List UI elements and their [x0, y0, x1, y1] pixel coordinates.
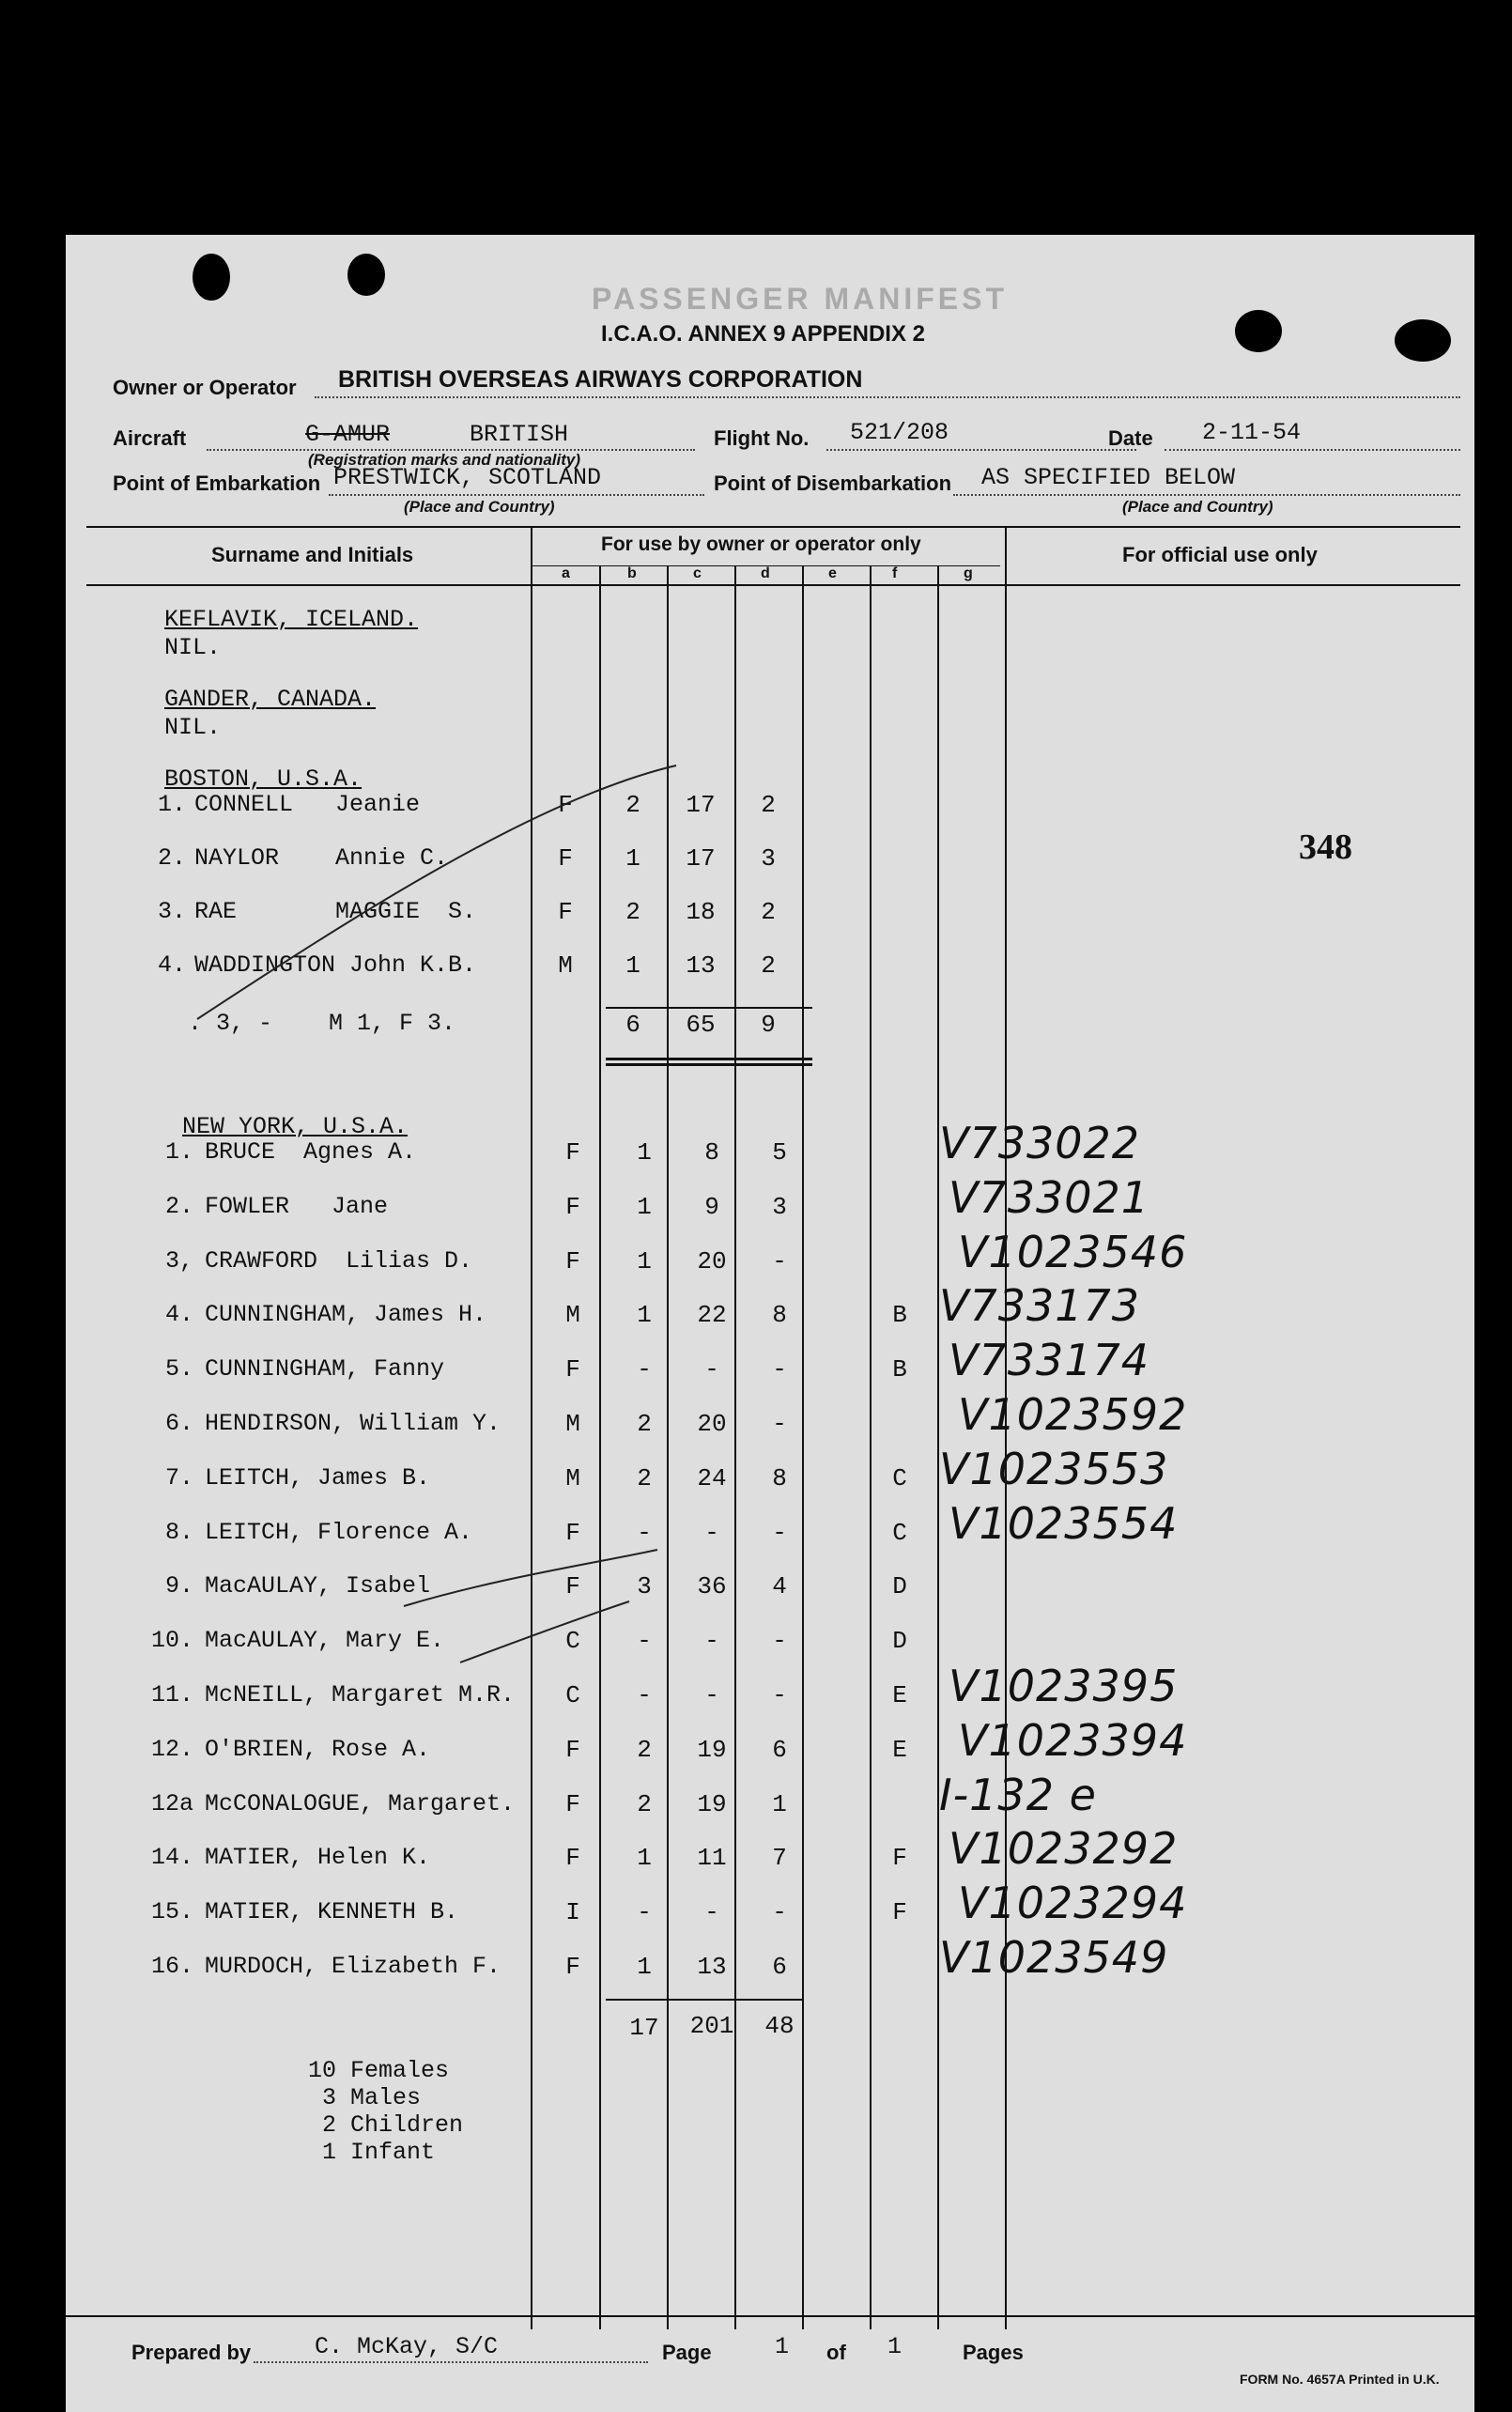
boston-total-b: 6: [625, 1011, 640, 1039]
passenger-name: MacAULAY, Isabel: [205, 1572, 431, 1600]
visa-number-handwritten: V1023294: [958, 1878, 1188, 1928]
visa-number-handwritten: V733174: [949, 1335, 1150, 1385]
owner-value: BRITISH OVERSEAS AIRWAYS CORPORATION: [338, 366, 863, 393]
visa-number-handwritten: V1023394: [958, 1715, 1188, 1766]
passenger-col-d: -: [772, 1681, 787, 1709]
visa-number-handwritten: V1023553: [939, 1444, 1169, 1494]
passenger-col-d: 5: [772, 1138, 787, 1167]
embark-label: Point of Embarkation: [113, 472, 321, 495]
passenger-col-b: 1: [637, 1844, 652, 1872]
form-title: PASSENGER MANIFEST: [592, 282, 1008, 316]
passenger-col-b: -: [637, 1355, 652, 1384]
passenger-col-b: 2: [637, 1736, 652, 1764]
check-strokes: [66, 235, 1474, 2412]
passenger-col-b: 1: [637, 1953, 652, 1981]
passenger-name: CUNNINGHAM, Fanny: [205, 1355, 445, 1383]
form-number: FORM No. 4657A Printed in U.K.: [1240, 2372, 1440, 2387]
passenger-col-a: F: [565, 1519, 580, 1547]
passenger-col-a: F: [558, 791, 573, 819]
visa-number-handwritten: V733021: [949, 1172, 1150, 1223]
gander-heading: GANDER, CANADA.: [164, 686, 377, 713]
col-surname-header: Surname and Initials: [211, 543, 414, 566]
sub-col-b: b: [627, 565, 637, 581]
passenger-col-f: E: [892, 1681, 907, 1709]
passenger-name: O'BRIEN, Rose A.: [205, 1736, 431, 1763]
passenger-number: 16.: [150, 1953, 193, 1980]
passenger-col-a: F: [565, 1247, 580, 1276]
passenger-number: 8.: [164, 1519, 193, 1546]
passenger-col-b: 2: [625, 791, 640, 819]
disembark-label: Point of Disembarkation: [714, 472, 952, 495]
passenger-name: NAYLOR Annie C.: [194, 844, 449, 872]
passenger-col-a: C: [565, 1627, 580, 1655]
disembark-caption: (Place and Country): [1122, 498, 1273, 516]
passenger-col-a: F: [558, 844, 573, 873]
passenger-col-d: -: [772, 1410, 787, 1438]
passenger-col-c: 11: [697, 1844, 727, 1872]
passenger-number: 14.: [150, 1844, 193, 1871]
passenger-col-b: 1: [625, 844, 640, 873]
passenger-col-c: -: [704, 1898, 719, 1926]
passenger-col-a: F: [565, 1193, 580, 1221]
date-value: 2-11-54: [1202, 419, 1302, 446]
passenger-col-b: -: [637, 1898, 652, 1926]
passenger-number: 4.: [157, 951, 186, 979]
passenger-name: HENDIRSON, William Y.: [205, 1410, 501, 1437]
col-official-header: For official use only: [1122, 543, 1318, 566]
passenger-col-c: 8: [704, 1138, 719, 1167]
aircraft-nat: BRITISH: [470, 421, 569, 448]
newyork-total-c: 201: [689, 2012, 734, 2040]
passenger-col-f: C: [892, 1464, 907, 1492]
embark-value: PRESTWICK, SCOTLAND: [333, 464, 602, 491]
passenger-name: CUNNINGHAM, James H.: [205, 1301, 487, 1328]
passenger-number: 2.: [157, 844, 186, 872]
passenger-col-b: -: [637, 1681, 652, 1709]
of-value: 1: [887, 2333, 903, 2360]
passenger-col-b: 2: [637, 1410, 652, 1438]
passenger-col-d: 4: [772, 1572, 787, 1600]
passenger-col-c: 18: [686, 898, 716, 926]
prepared-value: C. McKay, S/C: [315, 2333, 499, 2360]
passenger-name: WADDINGTON John K.B.: [194, 951, 477, 979]
visa-number-handwritten: V1023292: [949, 1823, 1179, 1874]
passenger-col-b: 2: [637, 1790, 652, 1818]
passenger-col-d: 6: [772, 1736, 787, 1764]
passenger-col-d: -: [772, 1898, 787, 1926]
newyork-total-d: 48: [764, 2012, 795, 2040]
passenger-col-f: B: [892, 1301, 907, 1329]
passenger-name: FOWLER Jane: [205, 1193, 389, 1220]
passenger-name: MURDOCH, Elizabeth F.: [205, 1953, 501, 1980]
passenger-col-b: -: [637, 1519, 652, 1547]
manifest-sheet: [66, 235, 1474, 2412]
passenger-col-f: F: [892, 1844, 907, 1872]
passenger-col-c: 36: [697, 1572, 727, 1600]
passenger-col-b: 1: [637, 1247, 652, 1276]
owner-label: Owner or Operator: [113, 376, 297, 399]
passenger-col-d: 7: [772, 1844, 787, 1872]
form-subtitle: I.C.A.O. ANNEX 9 APPENDIX 2: [601, 321, 925, 347]
visa-number-handwritten: V1023554: [949, 1498, 1179, 1549]
passenger-col-c: 20: [697, 1410, 727, 1438]
passenger-col-a: F: [558, 898, 573, 926]
passenger-name: CRAWFORD Lilias D.: [205, 1247, 473, 1275]
col-owner-header: For use by owner or operator only: [601, 533, 921, 555]
passenger-col-a: C: [565, 1681, 580, 1709]
sub-col-d: d: [761, 565, 770, 581]
passenger-col-a: M: [565, 1464, 580, 1492]
passenger-number: 3.: [157, 898, 186, 925]
sub-col-a: a: [562, 565, 570, 581]
passenger-name: LEITCH, James B.: [205, 1464, 431, 1492]
keflavik-heading: KEFLAVIK, ICELAND.: [164, 606, 419, 633]
passenger-col-c: 19: [697, 1736, 727, 1764]
passenger-col-f: D: [892, 1627, 907, 1655]
passenger-col-d: 2: [761, 791, 776, 819]
boston-heading: BOSTON, U.S.A.: [164, 765, 363, 793]
footer-rule: [66, 2315, 1474, 2317]
passenger-col-a: M: [565, 1410, 580, 1438]
passenger-col-a: F: [565, 1355, 580, 1384]
stamp-number: 348: [1299, 827, 1352, 867]
passenger-col-c: 20: [697, 1247, 727, 1276]
prepared-label: Prepared by: [131, 2341, 252, 2364]
passenger-col-a: F: [565, 1953, 580, 1981]
pages-label: Pages: [963, 2341, 1024, 2364]
reg-caption: (Registration marks and nationality): [308, 451, 580, 469]
gander-note: NIL.: [164, 714, 222, 741]
of-label: of: [826, 2341, 846, 2364]
passenger-number: 4.: [164, 1301, 193, 1328]
passenger-number: 9.: [164, 1572, 193, 1600]
passenger-col-b: 1: [637, 1193, 652, 1221]
passenger-col-c: -: [704, 1355, 719, 1384]
passenger-number: 3,: [164, 1247, 193, 1275]
visa-number-handwritten: I-132 e: [939, 1770, 1097, 1820]
passenger-col-b: 1: [637, 1138, 652, 1167]
passenger-col-a: M: [565, 1301, 580, 1329]
aircraft-label: Aircraft: [113, 426, 187, 450]
disembark-value: AS SPECIFIED BELOW: [981, 464, 1236, 491]
passenger-number: 11.: [150, 1681, 193, 1708]
passenger-col-c: 24: [697, 1464, 727, 1492]
passenger-col-f: D: [892, 1572, 907, 1600]
passenger-col-a: F: [565, 1572, 580, 1600]
page-value: 1: [775, 2333, 790, 2360]
passenger-col-d: 3: [761, 844, 776, 873]
boston-total-d: 9: [761, 1011, 776, 1039]
passenger-col-a: F: [565, 1790, 580, 1818]
sub-col-c: c: [693, 565, 702, 581]
passenger-col-d: 1: [772, 1790, 787, 1818]
passenger-number: 12a: [150, 1790, 193, 1817]
visa-number-handwritten: V733173: [939, 1280, 1141, 1331]
visa-number-handwritten: V1023549: [939, 1932, 1169, 1983]
passenger-col-d: -: [772, 1355, 787, 1384]
passenger-col-f: F: [892, 1898, 907, 1926]
page-label: Page: [662, 2341, 712, 2364]
passenger-col-b: 2: [625, 898, 640, 926]
passenger-col-b: 2: [637, 1464, 652, 1492]
passenger-col-d: 8: [772, 1464, 787, 1492]
passenger-number: 6.: [164, 1410, 193, 1437]
passenger-col-c: -: [704, 1681, 719, 1709]
keflavik-note: NIL.: [164, 634, 222, 661]
passenger-name: LEITCH, Florence A.: [205, 1519, 473, 1546]
passenger-number: 2.: [164, 1193, 193, 1220]
newyork-summary-3: 2 Children: [308, 2111, 464, 2139]
passenger-col-a: F: [565, 1736, 580, 1764]
date-label: Date: [1108, 426, 1153, 450]
passenger-col-c: 22: [697, 1301, 727, 1329]
visa-number-handwritten: V1023546: [958, 1227, 1188, 1277]
passenger-col-d: 3: [772, 1193, 787, 1221]
sub-col-f: f: [892, 565, 898, 581]
passenger-col-a: F: [565, 1844, 580, 1872]
passenger-name: CONNELL Jeanie: [194, 791, 421, 818]
passenger-col-b: -: [637, 1627, 652, 1655]
passenger-name: McNEILL, Margaret M.R.: [205, 1681, 516, 1708]
visa-number-handwritten: V733022: [939, 1118, 1141, 1168]
passenger-number: 7.: [164, 1464, 193, 1492]
passenger-name: MATIER, KENNETH B.: [205, 1898, 459, 1925]
passenger-col-c: -: [704, 1519, 719, 1547]
flight-value: 521/208: [850, 419, 949, 446]
passenger-col-b: 3: [637, 1572, 652, 1600]
flight-label: Flight No.: [714, 426, 810, 450]
sub-col-g: g: [964, 565, 973, 581]
embark-caption: (Place and Country): [404, 498, 555, 516]
boston-summary: . 3, - M 1, F 3.: [188, 1010, 456, 1037]
passenger-col-d: 2: [761, 951, 776, 980]
passenger-col-a: M: [558, 951, 573, 980]
passenger-col-d: -: [772, 1627, 787, 1655]
passenger-name: RAE MAGGIE S.: [194, 898, 477, 925]
passenger-number: 15.: [150, 1898, 193, 1925]
aircraft-reg: G-AMUR: [305, 421, 391, 448]
passenger-col-f: E: [892, 1736, 907, 1764]
passenger-col-f: C: [892, 1519, 907, 1547]
passenger-number: 1.: [157, 791, 186, 818]
passenger-col-d: 2: [761, 898, 776, 926]
passenger-col-d: -: [772, 1247, 787, 1276]
sub-col-e: e: [828, 565, 837, 581]
passenger-number: 1.: [164, 1138, 193, 1166]
passenger-col-d: 8: [772, 1301, 787, 1329]
newyork-heading: NEW YORK, U.S.A.: [182, 1113, 409, 1140]
boston-total-c: 65: [686, 1011, 716, 1039]
passenger-col-d: 6: [772, 1953, 787, 1981]
passenger-col-c: 17: [686, 791, 716, 819]
newyork-summary-2: 3 Males: [308, 2084, 422, 2111]
newyork-summary-1: 10 Females: [308, 2057, 450, 2084]
passenger-col-c: 13: [697, 1953, 727, 1981]
passenger-number: 5.: [164, 1355, 193, 1383]
passenger-number: 12.: [150, 1736, 193, 1763]
passenger-col-c: 19: [697, 1790, 727, 1818]
passenger-col-c: -: [704, 1627, 719, 1655]
passenger-col-c: 17: [686, 844, 716, 873]
passenger-col-c: 9: [704, 1193, 719, 1221]
passenger-name: MacAULAY, Mary E.: [205, 1627, 445, 1654]
passenger-name: McCONALOGUE, Margaret.: [205, 1790, 516, 1817]
passenger-col-b: 1: [625, 951, 640, 980]
passenger-col-c: 13: [686, 951, 716, 980]
passenger-number: 10.: [150, 1627, 193, 1654]
newyork-total-b: 17: [629, 2014, 659, 2042]
passenger-col-d: -: [772, 1519, 787, 1547]
newyork-summary-4: 1 Infant: [308, 2139, 436, 2166]
passenger-col-f: B: [892, 1355, 907, 1384]
passenger-name: MATIER, Helen K.: [205, 1844, 431, 1871]
passenger-col-a: I: [565, 1898, 580, 1926]
passenger-col-b: 1: [637, 1301, 652, 1329]
passenger-col-a: F: [565, 1138, 580, 1167]
visa-number-handwritten: V1023395: [949, 1661, 1179, 1711]
passenger-name: BRUCE Agnes A.: [205, 1138, 417, 1166]
prepared-dots: [254, 2361, 648, 2363]
visa-number-handwritten: V1023592: [958, 1389, 1188, 1440]
